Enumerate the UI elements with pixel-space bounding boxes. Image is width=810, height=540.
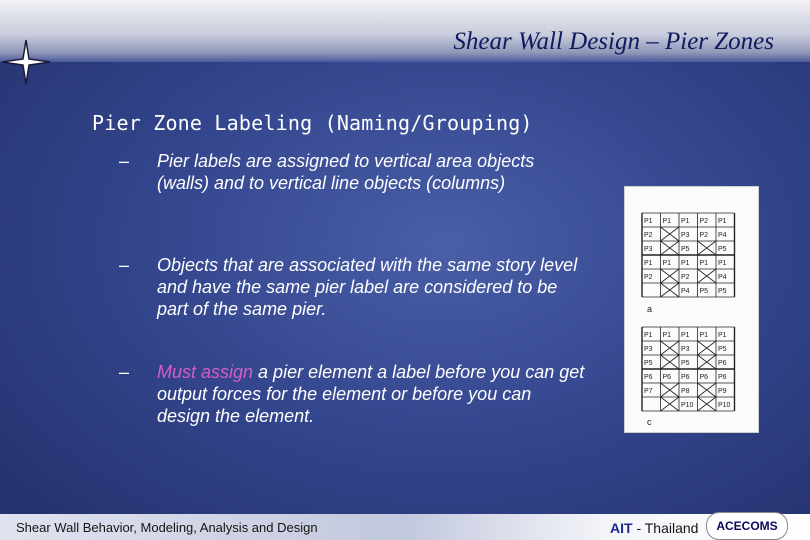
pier-label: P3 [681,346,690,353]
opening-x-mark [661,283,680,297]
pier-grid-c [642,327,735,411]
bullet-text-rest: a pier element a label before you can get output forces for the element or before you can design the element. [157,362,585,426]
pier-label: P2 [644,232,653,239]
pier-label: P10 [718,402,731,409]
bullet-text [157,361,587,427]
acecoms-logo-badge: ACECOMS [706,512,788,540]
pier-label: P3 [644,246,653,253]
opening-x-mark [661,341,680,355]
opening-x-mark [698,341,717,355]
footer-institution [610,520,698,536]
bullet-dash: – [119,362,130,382]
subtitle: Pier Zone Labeling (Naming/Grouping) [92,111,533,135]
pier-grid-a [642,213,735,297]
pier-label: P1 [662,218,672,225]
footer-country: - Thailand [632,520,699,536]
opening-x-mark [698,269,717,283]
pier-label: P5 [718,288,727,295]
pier-label: P5 [718,246,727,253]
pier-label: P6 [644,374,653,381]
pier-label: P1 [662,260,672,267]
opening-x-mark [661,355,680,369]
pier-label: P3 [681,232,690,239]
slide-title: Shear Wall Design – Pier Zones [453,28,774,55]
pier-label: P3 [644,346,653,353]
pier-label: P7 [644,388,653,395]
pier-label: P6 [699,374,709,381]
bullet-text: Pier labels are assigned to vertical area objects (walls) and to vertical line objects (columns) [157,151,535,193]
pier-label: P1 [662,332,672,339]
bullet-dash: – [119,151,130,171]
opening-x-mark [661,383,680,397]
opening-x-mark [698,355,717,369]
pier-label: P1 [718,260,727,267]
pier-label: P8 [681,388,690,395]
opening-x-mark [661,397,680,411]
opening-x-mark [661,227,680,241]
pier-label: P5 [718,346,727,353]
opening-x-mark [698,241,717,255]
pier-label: P1 [681,332,690,339]
pier-label: P1 [681,260,690,267]
pier-label: P1 [699,260,709,267]
footer-ait: AIT [610,520,633,536]
pier-label-figure [624,186,759,433]
pier-label: P6 [718,374,727,381]
pier-label: P1 [644,260,653,267]
pier-label: P1 [644,332,653,339]
pier-label: P6 [662,374,672,381]
bullet-text: Objects that are associated with the same story level and have the same pier label are considered to be part of the same pier. [157,255,578,319]
pier-label: P6 [681,374,690,381]
opening-x-mark [698,397,717,411]
pier-label: P1 [699,332,709,339]
footer-course-title: Shear Wall Behavior, Modeling, Analysis and Design [16,520,318,535]
pier-label: P10 [681,402,694,409]
pier-label: P2 [681,274,690,281]
pier-label: P4 [718,274,727,281]
bullet-dash: – [119,255,130,275]
figure-label-c: c [647,417,652,427]
pier-label: P1 [644,218,653,225]
pier-label: P2 [699,232,709,239]
pier-label: P4 [681,288,690,295]
opening-x-mark [661,241,680,255]
pier-label: P4 [718,232,727,239]
pier-label: P1 [718,332,727,339]
opening-x-mark [698,383,717,397]
pier-label: P9 [718,388,727,395]
pier-label: P5 [681,246,690,253]
bullet-emphasis: Must assign [157,362,254,382]
star-ornament-icon [0,38,52,86]
pier-label: P2 [699,218,709,225]
figure-label-a: a [647,304,653,314]
pier-label: P6 [718,360,727,367]
pier-label: P5 [644,360,653,367]
opening-x-mark [661,269,680,283]
pier-label: P2 [644,274,653,281]
pier-diagram [625,187,758,432]
pier-label: P1 [718,218,727,225]
pier-label: P5 [699,288,709,295]
pier-label: P1 [681,218,690,225]
pier-label: P5 [681,360,690,367]
